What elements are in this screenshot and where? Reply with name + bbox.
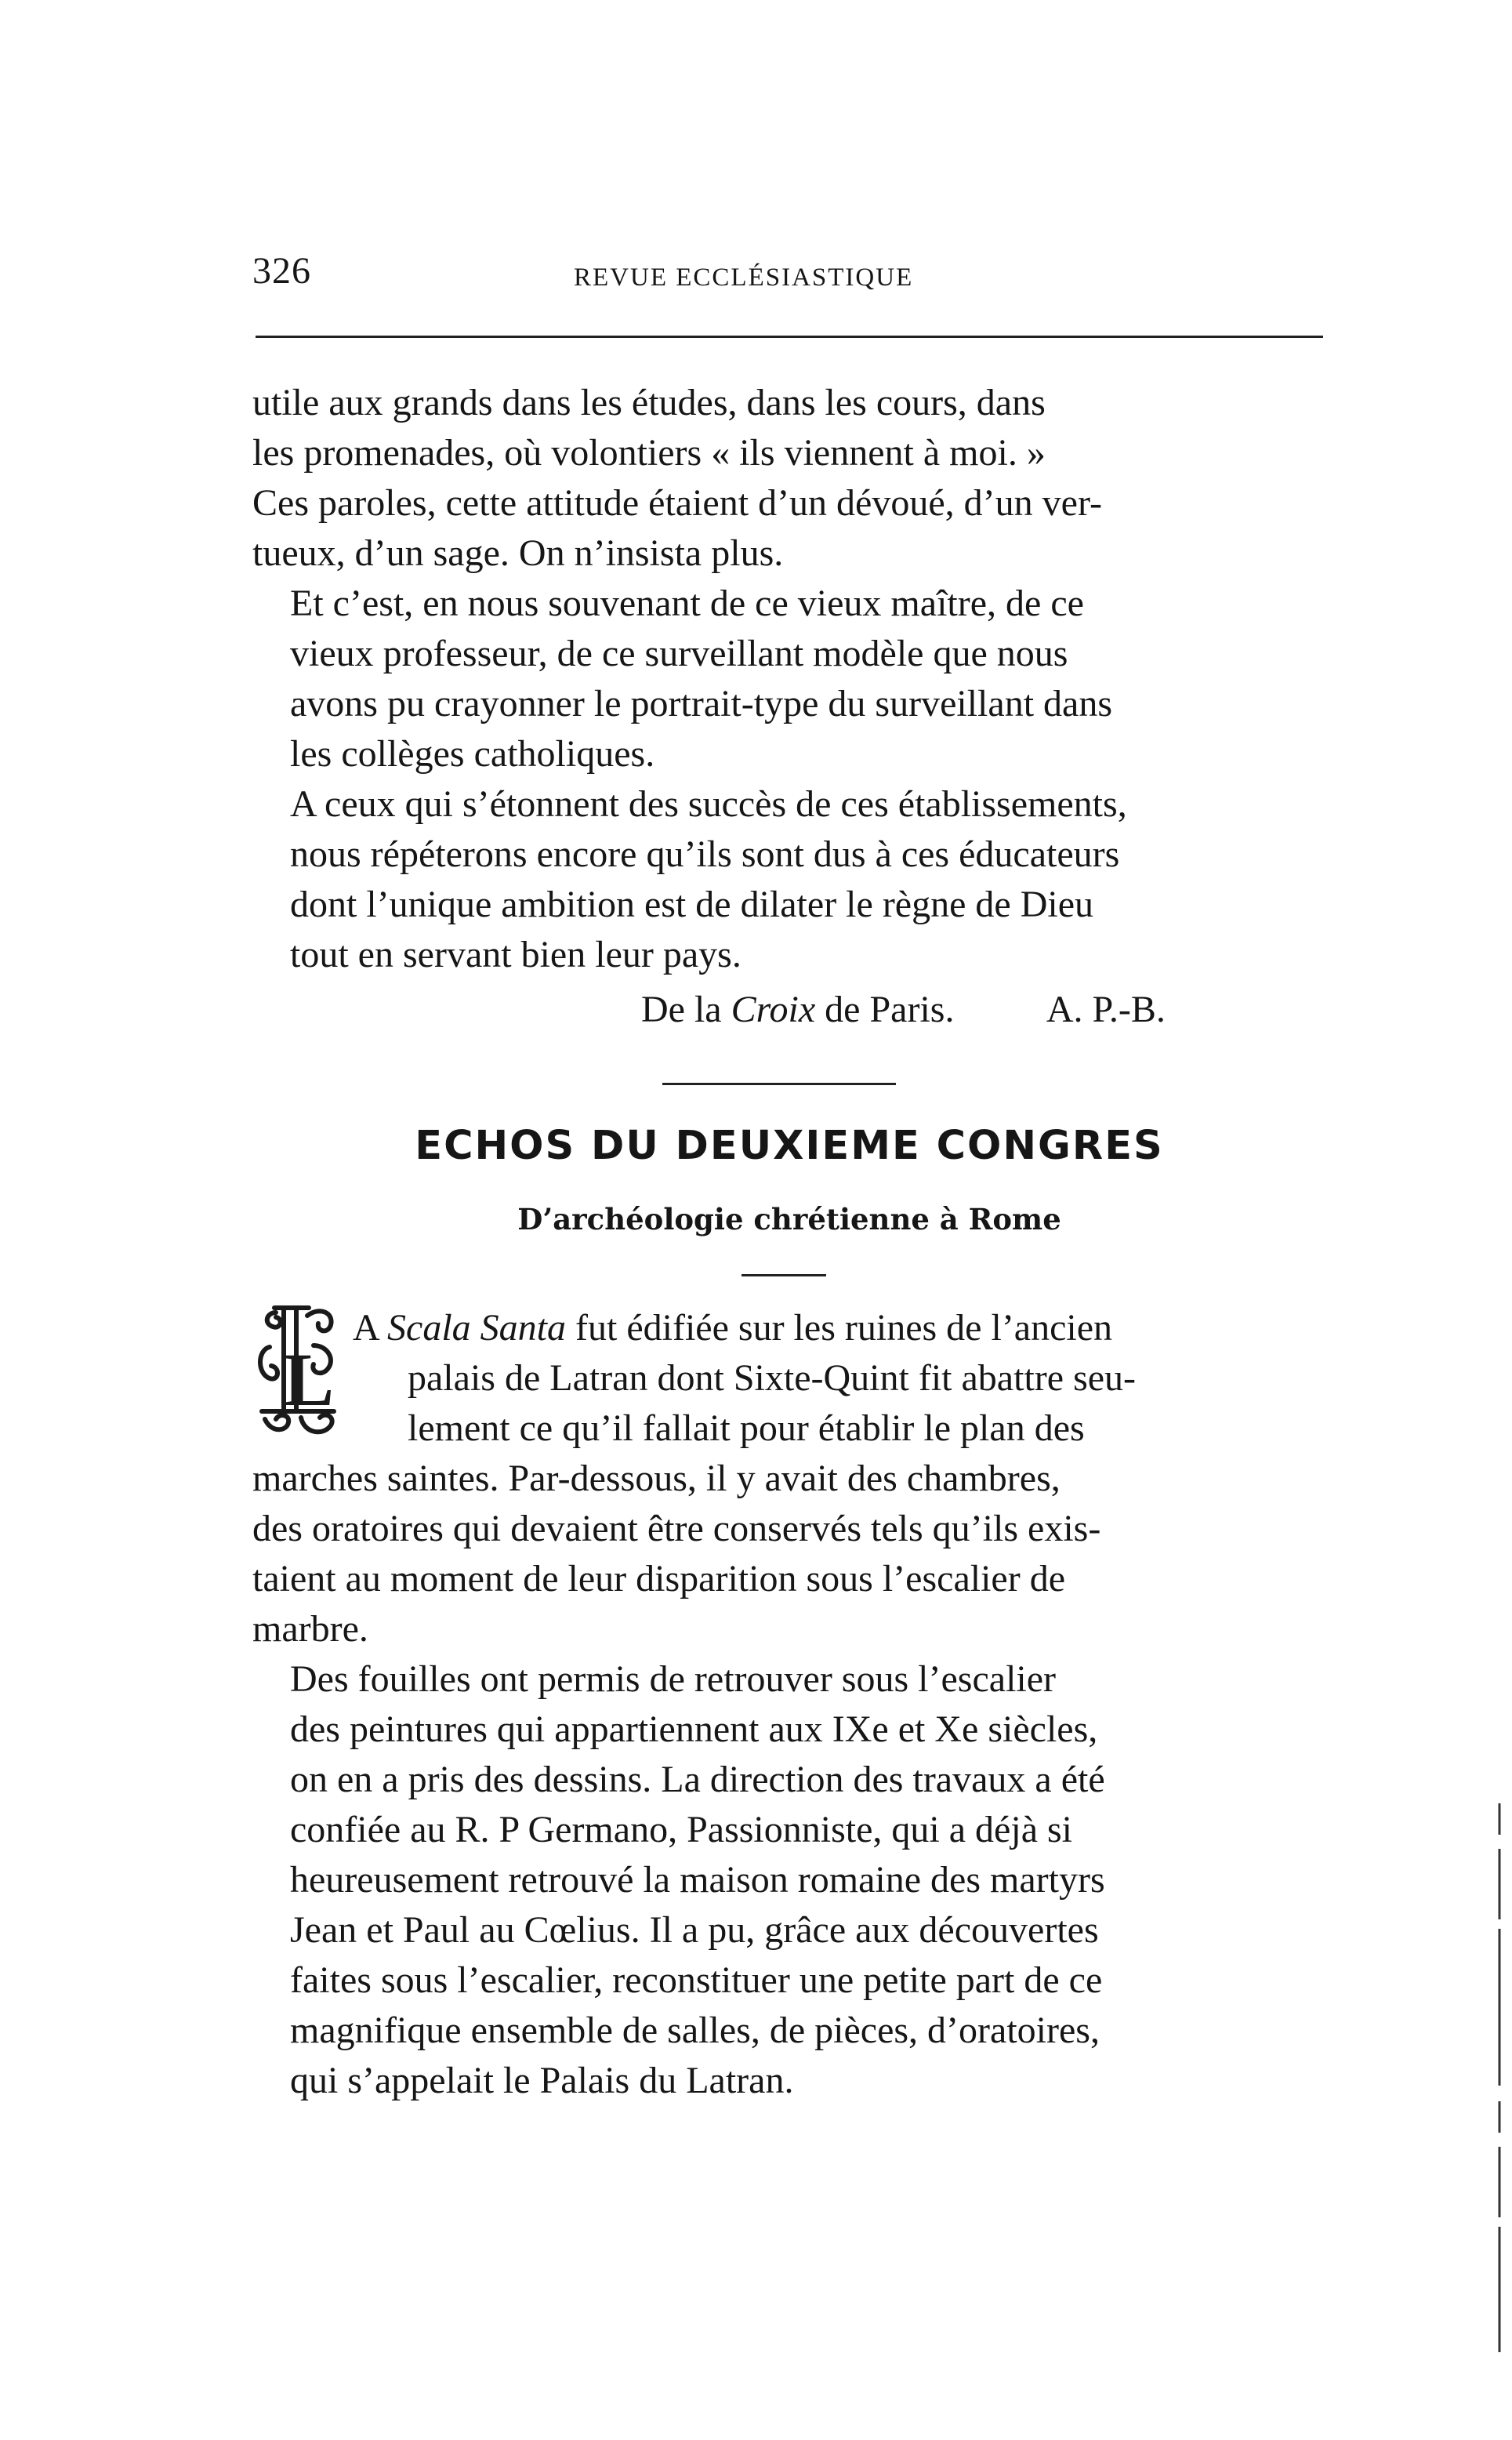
margin-scan-mark	[1497, 1803, 1502, 2352]
text-line: marbre.	[252, 1608, 368, 1650]
source-suffix: de Paris.	[815, 989, 955, 1030]
text-line: tout en servant bien leur pays.	[290, 934, 741, 975]
source-prefix: De la	[641, 989, 731, 1030]
article-subtitle: D’archéologie chrétienne à Rome	[517, 1202, 1061, 1236]
text-line: avons pu crayonner le portrait-type du surveillant dans	[290, 683, 1113, 724]
paragraph-2	[252, 579, 1326, 779]
paragraph-1	[252, 1303, 1326, 1654]
text-line: des peintures qui appartiennent aux IXe et Xe siècles,	[290, 1708, 1098, 1750]
text-line: lement ce qu’il fallait pour établir le plan des	[408, 1407, 1085, 1449]
text-line: faites sous l’escalier, reconstituer une petite part de ce	[290, 1959, 1103, 2001]
text-line: dont l’unique ambition est de dilater le règne de Dieu	[290, 884, 1094, 925]
text-line: A ceux qui s’étonnent des succès de ces établissements,	[290, 783, 1127, 825]
text-line: Des fouilles ont permis de retrouver sous l’escalier	[290, 1658, 1057, 1700]
text-line: Et c’est, en nous souvenant de ce vieux maître, de ce	[290, 583, 1084, 624]
text-line: qui s’appelait le Palais du Latran.	[290, 2060, 794, 2101]
paragraph-1	[252, 378, 1326, 579]
text-line: palais de Latran dont Sixte-Quint fit abattre seu-	[408, 1357, 1137, 1399]
article-1-body	[252, 378, 1326, 980]
text-line: tueux, d’un sage. On n’insista plus.	[252, 532, 784, 574]
page-number: 326	[252, 250, 311, 292]
text-line: heureusement retrouvé la maison romaine des martyrs	[290, 1859, 1105, 1901]
source-signature	[641, 985, 1166, 1035]
text-line: on en a pris des dessins. La direction des travaux a été	[290, 1759, 1105, 1800]
text-line: utile aux grands dans les études, dans les cours, dans	[252, 382, 1046, 423]
subtitle-separator	[741, 1274, 826, 1276]
text-line: nous répéterons encore qu’ils sont dus à ces éducateurs	[290, 833, 1120, 875]
running-head: REVUE ECCLÉSIASTIQUE	[574, 263, 914, 292]
text-line: les collèges catholiques.	[290, 733, 655, 775]
text-line: Ces paroles, cette attitude étaient d’un dévoué, d’un ver-	[252, 482, 1102, 524]
section-separator	[662, 1083, 896, 1085]
paragraph-3	[252, 779, 1326, 980]
text-line: des oratoires qui devaient être conservés tels qu’ils exis-	[252, 1508, 1101, 1549]
author-initials: A. P.-B.	[1046, 989, 1166, 1030]
text-line: magnifique ensemble de salles, de pièces, d’oratoires,	[290, 2010, 1100, 2051]
text-line: les promenades, où volontiers « ils viennent à moi. »	[252, 432, 1046, 474]
article-title: ECHOS DU DEUXIEME CONGRES	[415, 1123, 1164, 1169]
scala-santa-italic: Scala Santa	[387, 1307, 566, 1349]
text-line: A Scala Santa fut édifiée sur les ruines de l’ancien	[353, 1307, 1113, 1349]
source-title: Croix	[731, 989, 816, 1030]
text-line: confiée au R. P Germano, Passionniste, qui a déjà si	[290, 1809, 1073, 1850]
article-2-body	[252, 1303, 1326, 2106]
text-line: marches saintes. Par-dessous, il y avait des chambres,	[252, 1458, 1061, 1499]
text-line: vieux professeur, de ce surveillant modèle que nous	[290, 633, 1068, 674]
text-line: Jean et Paul au Cœlius. Il a pu, grâce aux découvertes	[290, 1909, 1099, 1951]
paragraph-2	[252, 1654, 1326, 2106]
header-rule	[256, 336, 1323, 338]
text-line: taient au moment de leur disparition sous l’escalier de	[252, 1558, 1066, 1599]
dropcap-letter: L	[284, 1338, 335, 1422]
